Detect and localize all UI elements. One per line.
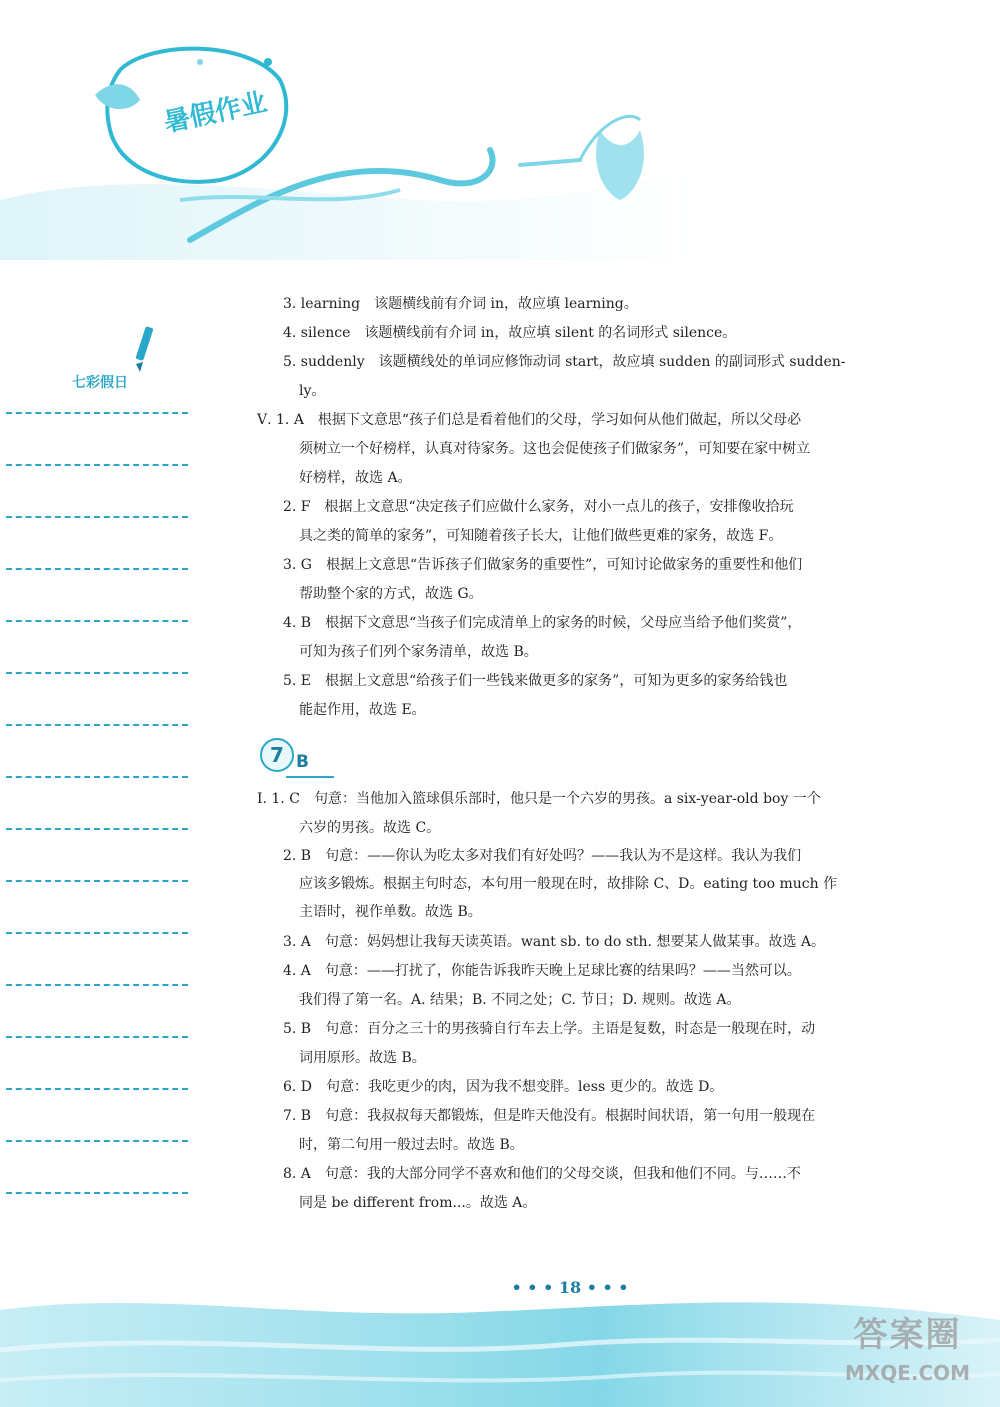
answer-line: 8. A 句意：我的大部分同学不喜欢和他们的父母交谈，但我和他们不同。与……不 — [283, 1166, 801, 1182]
answer-line: 5. B 句意：百分之三十的男孩骑自行车去上学。主语是复数，时态是一般现在时，动 — [283, 1021, 816, 1037]
answer-line: ly。 — [299, 383, 326, 399]
note-line — [6, 620, 188, 622]
answer-line: 3. G 根据上文意思“告诉孩子们做家务的重要性”，可知讨论做家务的重要性和他们 — [283, 557, 803, 573]
answer-line: 4. B 根据下文意思“当孩子们完成清单上的家务的时候，父母应当给予他们奖赏”， — [283, 615, 802, 631]
note-line — [6, 1088, 188, 1090]
answer-line: 可知为孩子们列个家务清单，故选 B。 — [299, 644, 538, 660]
note-line — [6, 1036, 188, 1038]
note-line — [6, 516, 188, 518]
answer-line: Ⅴ. 1. A 根据下文意思“孩子们总是看着他们的父母，学习如何从他们做起，所以父母必 — [257, 412, 802, 428]
banner-title: 暑假作业 — [161, 87, 270, 139]
section-number: 7 — [260, 738, 294, 772]
answer-line: 6. D 句意：我吃更少的肉，因为我不想变胖。less 更少的。故选 D。 — [283, 1079, 724, 1095]
answer-line: 3. A 句意：妈妈想让我每天读英语。want sb. to do sth. 想要某人做某事。故选 A。 — [283, 934, 826, 950]
note-line — [6, 776, 188, 778]
note-line — [6, 412, 188, 414]
answer-line: 4. A 句意：——打扰了，你能告诉我昨天晚上足球比赛的结果吗？——当然可以。 — [283, 963, 801, 979]
note-line — [6, 672, 188, 674]
answer-line: 5. suddenly 该题横线处的单词应修饰动词 start，故应填 sudden 的副词形式 sudden- — [283, 354, 846, 370]
page-number: • • • 18 • • • — [511, 1278, 629, 1297]
answer-line: 能起作用，故选 E。 — [299, 702, 426, 718]
watermark — [820, 1312, 995, 1404]
note-line — [6, 880, 188, 882]
answer-line: 7. B 句意：我叔叔每天都锻炼，但是昨天他没有。根据时间状语，第一句用一般现在 — [283, 1108, 816, 1124]
answer-line: 2. B 句意：——你认为吃太多对我们有好处吗？——我认为不是这样。我认为我们 — [283, 848, 802, 864]
answer-line: 5. E 根据上文意思“给孩子们一些钱来做更多的家务”，可知为更多的家务给钱也 — [283, 673, 788, 689]
section-letter: B — [296, 752, 309, 772]
answer-line: 好榜样，故选 A。 — [299, 470, 412, 486]
header-floral-decoration — [0, 0, 1000, 260]
answer-line: 帮助整个家的方式，故选 G。 — [299, 586, 483, 602]
pen-icon — [130, 322, 154, 376]
answer-line: 应该多锻炼。根据主句时态，本句用一般现在时，故排除 C、D。eating too much 作 — [299, 876, 838, 892]
answer-line: 须树立一个好榜样，认真对待家务。这也会促使孩子们做家务”，可知要在家中树立 — [299, 441, 811, 457]
watermark-url: MXQE.COM — [844, 1361, 971, 1385]
watermark-logo: 答案圈 — [853, 1315, 962, 1355]
note-line — [6, 1140, 188, 1142]
answer-line: 同是 be different from...。故选 A。 — [299, 1195, 537, 1211]
answer-line: 词用原形。故选 B。 — [299, 1050, 426, 1066]
answer-line: Ⅰ. 1. C 句意：当他加入篮球俱乐部时，他只是一个六岁的男孩。a six-year-old boy 一个 — [257, 791, 821, 807]
note-line — [6, 1192, 188, 1194]
answer-line: 3. learning 该题横线前有介词 in，故应填 learning。 — [283, 296, 638, 312]
note-line — [6, 568, 188, 570]
answer-line: 4. silence 该题横线前有介词 in，故应填 silent 的名词形式 silence。 — [283, 325, 737, 341]
note-line — [6, 932, 188, 934]
answer-line: 主语时，视作单数。故选 B。 — [299, 904, 482, 920]
note-line — [6, 984, 188, 986]
section-badge — [256, 734, 336, 782]
answer-line: 六岁的男孩。故选 C。 — [299, 820, 441, 836]
sidebar-label: 七彩假日 — [72, 375, 128, 391]
answer-line: 时，第二句用一般过去时。故选 B。 — [299, 1137, 524, 1153]
answer-line: 我们得了第一名。A. 结果；B. 不同之处；C. 节日；D. 规则。故选 A。 — [299, 992, 741, 1008]
answer-line: 具之类的简单的家务”，可知随着孩子长大，让他们做些更难的家务，故选 F。 — [299, 528, 783, 544]
note-line — [6, 828, 188, 830]
badge-underline — [286, 776, 334, 778]
note-line — [6, 464, 188, 466]
note-line — [6, 724, 188, 726]
answer-line: 2. F 根据上文意思“决定孩子们应做什么家务，对小一点儿的孩子，安排像收拾玩 — [283, 499, 794, 515]
